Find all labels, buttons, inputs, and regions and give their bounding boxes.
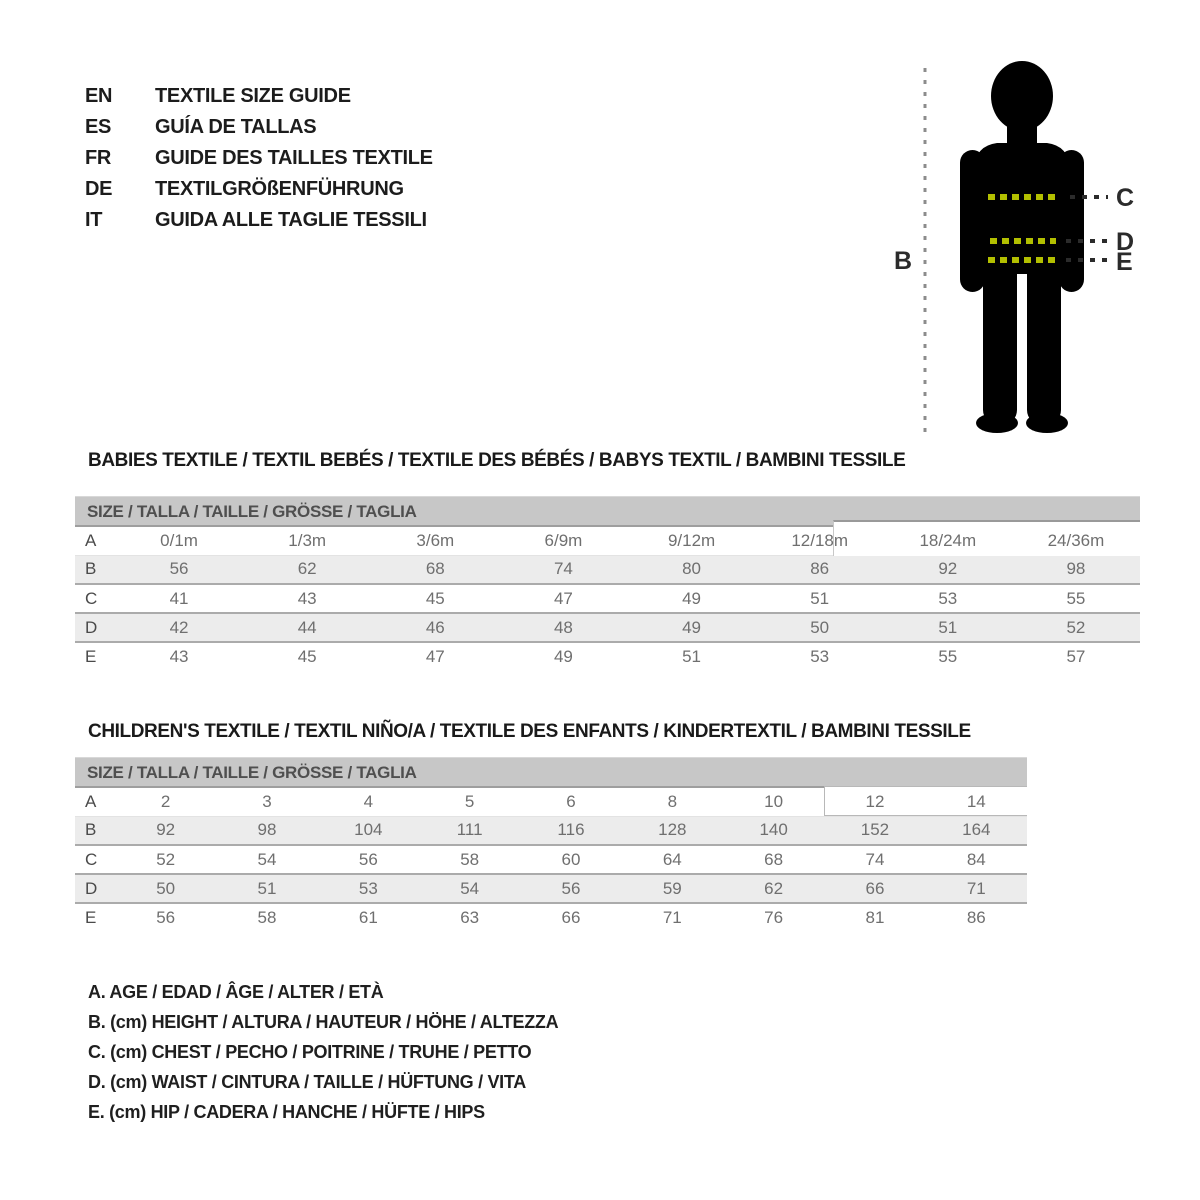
cell-value: 53 [810, 647, 830, 666]
table-cell [216, 845, 317, 874]
table-cell [756, 584, 884, 613]
children-table-header: SIZE / TALLA / TAILLE / GRÖSSE / TAGLIA [75, 757, 1027, 786]
row-label-cell [75, 903, 115, 932]
table-cell [318, 787, 419, 816]
babies-section-title: BABIES TEXTILE / TEXTIL BEBÉS / TEXTILE DES BÉBÉS / BABYS TEXTIL / BAMBINI TESSILE [88, 450, 906, 471]
cell-value: 86 [810, 559, 830, 579]
child-silhouette-figure [960, 61, 1084, 433]
table-cell [520, 845, 621, 874]
cell-value: 45 [297, 647, 317, 666]
cell-value: 44 [297, 617, 317, 637]
cell-value: 62 [297, 559, 317, 579]
table-row [75, 613, 1140, 642]
cell-value: 47 [425, 647, 445, 666]
cell-value: 57 [1066, 647, 1086, 666]
cell-value: 68 [764, 849, 784, 869]
cell-value: 63 [460, 908, 480, 927]
table-row [75, 903, 1027, 932]
table-cell [318, 816, 419, 845]
row-label-cell [75, 642, 115, 671]
table-cell [520, 816, 621, 845]
cell-value: 8 [667, 791, 678, 811]
table-cell [1012, 555, 1140, 584]
table-row [75, 845, 1027, 874]
table-cell [520, 787, 621, 816]
cell-value: 6/9m [544, 530, 583, 550]
table-cell [824, 816, 925, 845]
row-label-cell [75, 816, 115, 845]
table-cell [824, 903, 925, 932]
cell-value: 53 [358, 878, 378, 898]
cell-value: 56 [561, 878, 581, 898]
table-cell [216, 787, 317, 816]
table-cell [371, 526, 499, 555]
cell-value: 49 [553, 647, 573, 666]
table-cell [884, 642, 1012, 671]
table-cell [419, 816, 520, 845]
language-row [85, 205, 433, 236]
cell-value: 50 [156, 878, 176, 898]
cell-value: 152 [860, 820, 890, 840]
table-cell [419, 787, 520, 816]
cell-value: 55 [938, 647, 958, 666]
cell-value: 47 [553, 588, 573, 608]
table-cell [628, 613, 756, 642]
cell-value: 3/6m [416, 530, 455, 550]
cell-value: 45 [425, 588, 445, 608]
table-cell [926, 816, 1027, 845]
cell-value: 58 [257, 908, 277, 927]
cell-value: 74 [865, 849, 885, 869]
language-code: FR [85, 147, 112, 169]
table-row [75, 555, 1140, 584]
table-cell [723, 874, 824, 903]
table-cell [371, 642, 499, 671]
cell-value: 2 [160, 791, 171, 811]
language-label: GUIDA ALLE TAGLIE TESSILI [155, 209, 427, 231]
cell-value: 60 [561, 849, 581, 869]
row-label-cell [75, 526, 115, 555]
row-label-cell [75, 613, 115, 642]
row-label: B [85, 820, 97, 840]
table-cell [1012, 613, 1140, 642]
table-cell [115, 845, 216, 874]
table-cell [115, 642, 243, 671]
table-cell [884, 584, 1012, 613]
table-cell [115, 787, 216, 816]
cell-value: 1/3m [288, 530, 327, 550]
cell-value: 9/12m [667, 530, 716, 550]
table-cell [926, 845, 1027, 874]
language-label: GUÍA DE TALLAS [155, 116, 317, 138]
table-cell [499, 555, 627, 584]
cell-value: 86 [966, 908, 986, 927]
cell-value: 111 [456, 820, 483, 840]
table-cell [628, 555, 756, 584]
cell-value: 140 [759, 820, 788, 840]
cell-value: 12/18m [791, 530, 849, 550]
cell-value: 51 [682, 647, 702, 666]
table-cell [628, 584, 756, 613]
table-cell [115, 584, 243, 613]
table-cell [371, 555, 499, 584]
cell-value: 80 [682, 559, 702, 579]
row-label-cell [75, 555, 115, 584]
cell-value: 12 [865, 791, 885, 811]
table-cell [115, 526, 243, 555]
table-cell [520, 903, 621, 932]
waist-measure-label: D [1116, 228, 1135, 256]
chest-measure-label: C [1116, 184, 1135, 212]
cell-value: 53 [938, 588, 958, 608]
table-cell [723, 787, 824, 816]
cell-value: 0/1m [160, 530, 198, 550]
table-cell [622, 874, 723, 903]
cell-value: 81 [865, 908, 885, 927]
row-label: E [85, 908, 97, 927]
cell-value: 51 [938, 617, 958, 637]
table-row [75, 584, 1140, 613]
table-cell [499, 642, 627, 671]
table-cell [115, 903, 216, 932]
table-row [75, 816, 1027, 845]
cell-value: 54 [460, 878, 480, 898]
table-cell [499, 613, 627, 642]
language-label: TEXTILE SIZE GUIDE [155, 85, 351, 107]
table-cell [1012, 642, 1140, 671]
table-cell [216, 874, 317, 903]
cell-value: 84 [966, 849, 986, 869]
table-cell [628, 526, 756, 555]
legend-item: E. (cm) HIP / CADERA / HANCHE / HÜFTE / HIPS [88, 1102, 485, 1122]
cell-value: 74 [553, 559, 573, 579]
table-cell [884, 555, 1012, 584]
language-label: GUIDE DES TAILLES TEXTILE [155, 147, 433, 169]
cell-value: 59 [662, 878, 682, 898]
cell-value: 62 [764, 878, 784, 898]
cell-value: 98 [1066, 559, 1086, 579]
cell-value: 52 [156, 849, 176, 869]
cell-value: 71 [662, 908, 682, 927]
table-cell [756, 555, 884, 584]
cell-value: 92 [938, 559, 958, 579]
cell-value: 128 [658, 820, 687, 840]
row-label: B [85, 559, 97, 579]
table-cell [622, 787, 723, 816]
table-cell [884, 613, 1012, 642]
table-cell [756, 613, 884, 642]
row-label: C [85, 849, 98, 869]
table-cell [419, 874, 520, 903]
table-cell [723, 845, 824, 874]
cell-value: 71 [966, 878, 986, 898]
table-cell [419, 845, 520, 874]
cell-value: 58 [460, 849, 480, 869]
table-cell [318, 903, 419, 932]
children-size-table [75, 757, 1027, 932]
table-cell [723, 903, 824, 932]
table-cell [926, 874, 1027, 903]
table-cell [318, 874, 419, 903]
table-cell [1012, 584, 1140, 613]
cell-value: 3 [262, 791, 272, 811]
table-cell [926, 903, 1027, 932]
cell-value: 24/36m [1047, 530, 1105, 550]
row-label: E [85, 647, 97, 666]
language-code: DE [85, 178, 113, 200]
cell-value: 52 [1066, 617, 1086, 637]
language-code: EN [85, 85, 113, 107]
row-label: C [85, 588, 98, 608]
babies-table-header: SIZE / TALLA / TAILLE / GRÖSSE / TAGLIA [75, 496, 1140, 525]
table-cell [622, 816, 723, 845]
legend-item: C. (cm) CHEST / PECHO / POITRINE / TRUHE / PETTO [88, 1042, 532, 1062]
language-code: IT [85, 209, 103, 231]
table-cell [824, 874, 925, 903]
table-cell [419, 903, 520, 932]
language-label: TEXTILGRÖßENFÜHRUNG [155, 178, 404, 200]
cell-value: 76 [764, 908, 784, 927]
table-cell [243, 613, 371, 642]
table-cell [243, 642, 371, 671]
table-cell [115, 816, 216, 845]
height-measure-label: B [894, 247, 913, 275]
row-label-cell [75, 845, 115, 874]
children-highlight-box [824, 786, 1027, 816]
cell-value: 42 [169, 617, 189, 637]
language-title-block [85, 81, 433, 236]
language-row [85, 174, 433, 205]
cell-value: 51 [257, 878, 277, 898]
table-cell [216, 903, 317, 932]
table-cell [371, 613, 499, 642]
cell-value: 61 [358, 908, 378, 927]
legend-item: B. (cm) HEIGHT / ALTURA / HAUTEUR / HÖHE / ALTEZZA [88, 1012, 559, 1032]
cell-value: 43 [297, 588, 317, 608]
children-section-title: CHILDREN'S TEXTILE / TEXTIL NIÑO/A / TEXTILE DES ENFANTS / KINDERTEXTIL / BAMBINI TESSILE [88, 721, 971, 742]
cell-value: 56 [169, 559, 189, 579]
row-label: D [85, 878, 98, 898]
cell-value: 50 [810, 617, 830, 637]
cell-value: 64 [662, 849, 682, 869]
row-label-cell [75, 874, 115, 903]
row-label: A [85, 791, 97, 811]
table-cell [756, 642, 884, 671]
table-cell [622, 845, 723, 874]
cell-value: 92 [156, 820, 176, 840]
table-row [75, 642, 1140, 671]
table-cell [628, 642, 756, 671]
language-row [85, 81, 433, 112]
table-row [75, 874, 1027, 903]
cell-value: 104 [354, 820, 383, 840]
cell-value: 43 [169, 647, 189, 666]
cell-value: 41 [169, 588, 189, 608]
table-cell [824, 845, 925, 874]
cell-value: 56 [156, 908, 176, 927]
table-cell [243, 584, 371, 613]
table-cell [115, 555, 243, 584]
table-cell [216, 816, 317, 845]
cell-value: 5 [464, 791, 475, 811]
cell-value: 54 [257, 849, 277, 869]
measurement-legend [88, 977, 558, 1127]
cell-value: 6 [566, 791, 576, 811]
language-row [85, 143, 433, 174]
language-code: ES [85, 116, 112, 138]
cell-value: 56 [358, 849, 378, 869]
cell-value: 68 [425, 559, 445, 579]
language-row [85, 112, 433, 143]
hip-measure-label: E [1116, 248, 1133, 276]
babies-size-table [75, 496, 1140, 671]
cell-value: 18/24m [919, 530, 977, 550]
cell-value: 49 [682, 617, 702, 637]
cell-value: 4 [363, 791, 374, 811]
cell-value: 116 [557, 820, 585, 840]
table-cell [499, 584, 627, 613]
table-cell [115, 874, 216, 903]
table-cell [520, 874, 621, 903]
cell-value: 10 [764, 791, 784, 811]
child-silhouette-diagram [860, 40, 1200, 460]
table-cell [622, 903, 723, 932]
cell-value: 49 [682, 588, 702, 608]
cell-value: 55 [1066, 588, 1086, 608]
table-cell [115, 613, 243, 642]
cell-value: 66 [561, 908, 581, 927]
row-label-cell [75, 787, 115, 816]
row-label: A [85, 530, 97, 550]
table-cell [243, 555, 371, 584]
cell-value: 48 [553, 617, 573, 637]
row-label: D [85, 617, 98, 637]
table-cell [243, 526, 371, 555]
table-cell [499, 526, 627, 555]
cell-value: 14 [966, 791, 986, 811]
table-cell [318, 845, 419, 874]
legend-item: D. (cm) WAIST / CINTURA / TAILLE / HÜFTUNG / VITA [88, 1072, 526, 1092]
cell-value: 51 [810, 588, 830, 608]
table-cell [371, 584, 499, 613]
table-cell [723, 816, 824, 845]
legend-item: A. AGE / EDAD / ÂGE / ALTER / ETÀ [88, 982, 384, 1002]
cell-value: 66 [865, 878, 885, 898]
row-label-cell [75, 584, 115, 613]
cell-value: 98 [257, 820, 277, 840]
cell-value: 46 [425, 617, 445, 637]
cell-value: 164 [962, 820, 991, 840]
